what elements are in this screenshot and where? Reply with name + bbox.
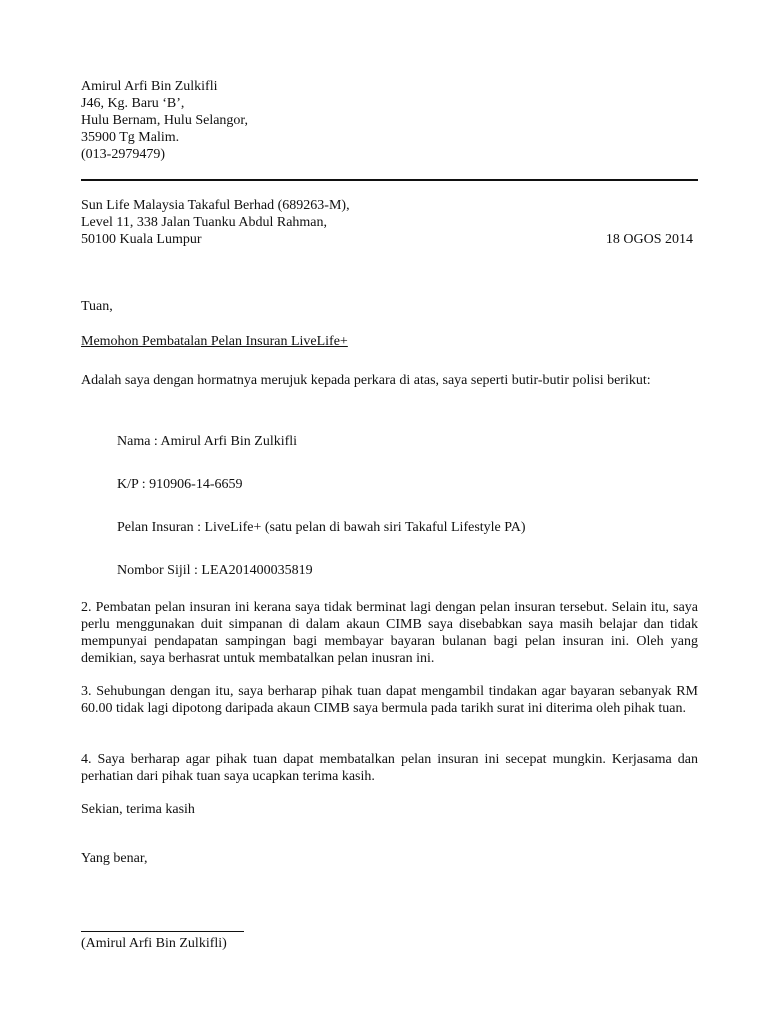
sender-phone: (013-2979479) xyxy=(81,147,165,162)
sender-address-line-1: J46, Kg. Baru ‘B’, xyxy=(81,96,185,111)
signature-name: (Amirul Arfi Bin Zulkifli) xyxy=(81,936,227,951)
paragraph-3: 3. Sehubungan dengan itu, saya berharap pihak tuan dapat mengambil tindakan agar bayaran sebanyak RM 60.00 tidak lagi dipotong daripada akaun CIMB saya bermula pada tarikh surat ini diterima oleh pihak tuan. xyxy=(81,684,698,716)
paragraph-2: 2. Pembatan pelan insuran ini kerana saya tidak berminat lagi dengan pelan insuran tersebut. Selain itu, saya perlu menggunakan duit simpanan di dalam akaun CIMB saya disebabkan saya masih belajar dan tidak mempunyai pendapatan sampingan bagi membayar bayaran bulanan bagi pelan insuran ini. Oleh yang demikian, saya berhasrat untuk membatalkan pelan inusran ini. xyxy=(81,600,698,666)
recipient-address xyxy=(81,197,350,248)
intro-paragraph: Adalah saya dengan hormatnya merujuk kepada perkara di atas, saya seperti butir-butir polisi berikut: xyxy=(81,373,651,388)
subject-line: Memohon Pembatalan Pelan Insuran LiveLife+ xyxy=(81,334,348,349)
sender-name: Amirul Arfi Bin Zulkifli xyxy=(81,79,218,94)
detail-insurance-plan: Pelan Insuran : LiveLife+ (satu pelan di bawah siri Takaful Lifestyle PA) xyxy=(117,520,526,535)
sender-address-line-3: 35900 Tg Malim. xyxy=(81,130,180,145)
detail-name: Nama : Amirul Arfi Bin Zulkifli xyxy=(117,434,298,449)
letter-date: 18 OGOS 2014 xyxy=(605,232,693,247)
detail-certificate-number: Nombor Sijil : LEA201400035819 xyxy=(117,563,313,578)
salutation: Tuan, xyxy=(81,299,113,314)
header-divider xyxy=(81,179,698,181)
recipient-line-1: Sun Life Malaysia Takaful Berhad (689263-M), xyxy=(81,198,350,213)
paragraph-4: 4. Saya berharap agar pihak tuan dapat membatalkan pelan insuran ini secepat mungkin. Kerjasama dan perhatian dari pihak tuan saya ucapkan terima kasih. xyxy=(81,752,698,784)
yours-truly: Yang benar, xyxy=(81,851,148,866)
recipient-line-2: Level 11, 338 Jalan Tuanku Abdul Rahman, xyxy=(81,215,328,230)
recipient-line-3: 50100 Kuala Lumpur xyxy=(81,232,202,247)
sender-address-line-2: Hulu Bernam, Hulu Selangor, xyxy=(81,113,249,128)
closing-remark: Sekian, terima kasih xyxy=(81,802,195,817)
sender-address xyxy=(81,78,248,163)
detail-ic-number: K/P : 910906-14-6659 xyxy=(117,477,243,492)
signature-line xyxy=(81,931,244,932)
